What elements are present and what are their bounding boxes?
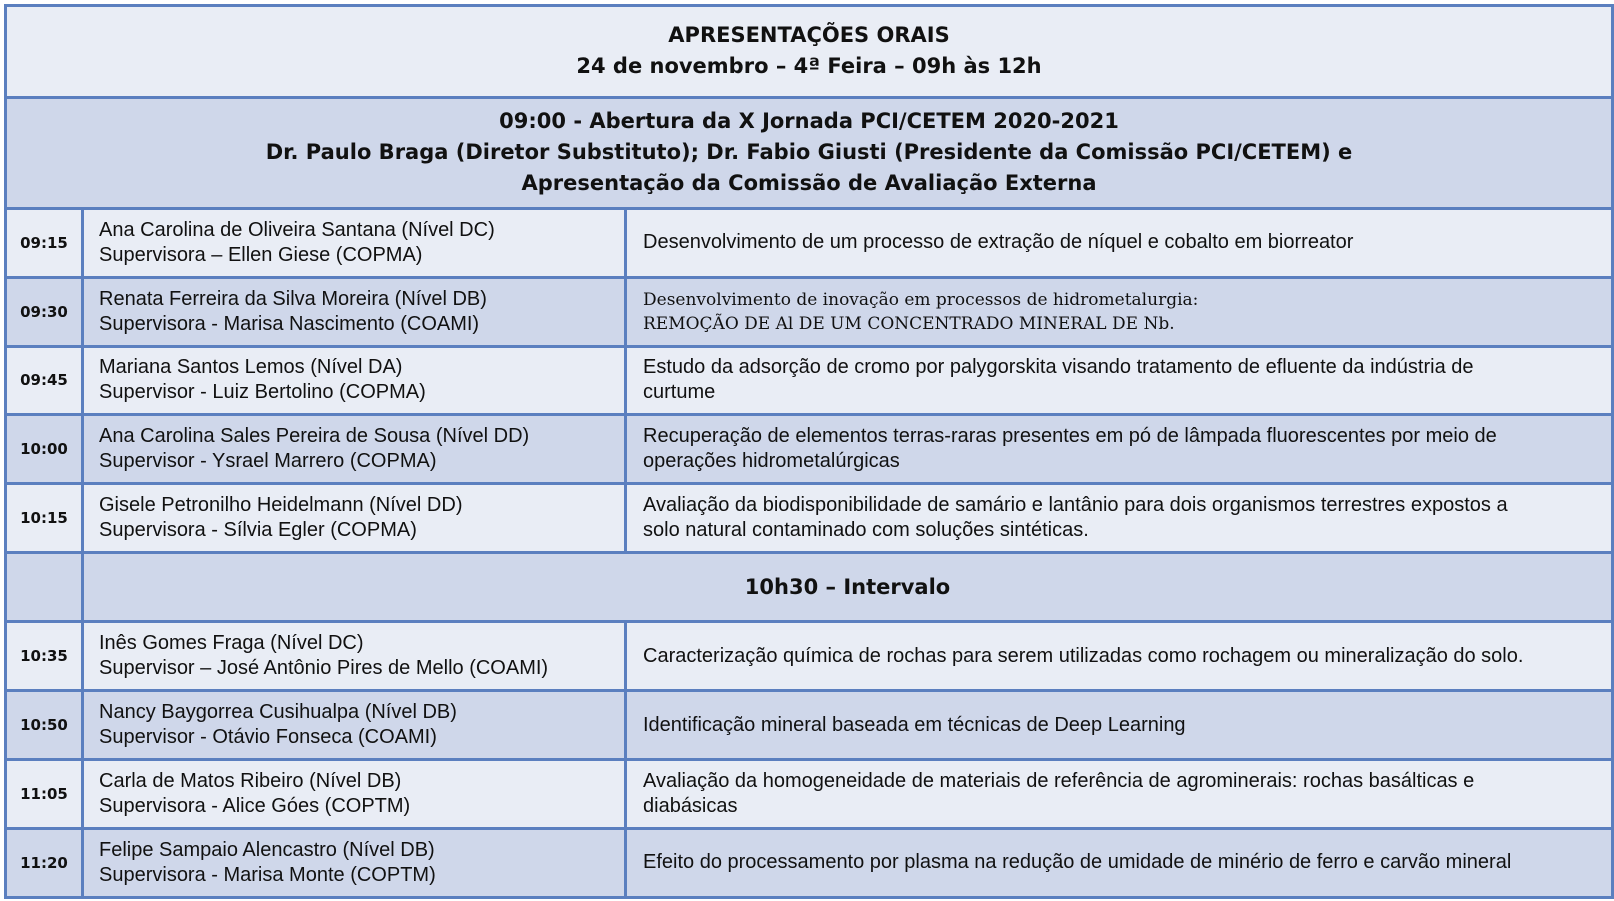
- opening-line-1: 09:00 - Abertura da X Jornada PCI/CETEM 2020-2021: [499, 109, 1119, 134]
- break-label: 10h30 – Intervalo: [83, 553, 1613, 622]
- supervisor-name: Supervisora – Ellen Giese (COPMA): [99, 243, 423, 266]
- title-cell: [626, 346, 1613, 415]
- presenter-cell: [83, 691, 626, 760]
- supervisor-name: Supervisor - Luiz Bertolino (COPMA): [99, 381, 426, 404]
- talk-title-line-1: Avaliação da homogeneidade de materiais de referência de agrominerais: rochas basálticas e: [643, 770, 1475, 792]
- time-cell: 09:45: [6, 346, 83, 415]
- table-row: [6, 622, 1613, 691]
- break-time-cell: [6, 553, 83, 622]
- supervisor-name: Supervisora - Marisa Monte (COPTM): [99, 863, 436, 886]
- title-cell: [626, 484, 1613, 553]
- presenter-cell: [83, 208, 626, 277]
- title-cell: [626, 415, 1613, 484]
- schedule-table: [4, 4, 1614, 899]
- presenter-name: Nancy Baygorrea Cusihualpa (Nível DB): [99, 701, 457, 724]
- talk-title-line-1: Recuperação de elementos terras-raras presentes em pó de lâmpada fluorescentes por meio de: [643, 425, 1497, 448]
- table-row: [6, 277, 1613, 346]
- table-row: [6, 484, 1613, 553]
- break-row: [6, 553, 1613, 622]
- supervisor-name: Supervisora - Alice Góes (COPTM): [99, 795, 411, 817]
- presenter-cell: [83, 277, 626, 346]
- talk-title-line-2: curtume: [643, 381, 716, 404]
- supervisor-name: Supervisora - Marisa Nascimento (COAMI): [99, 312, 480, 335]
- opening-row: [6, 97, 1613, 208]
- time-cell: 10:50: [6, 691, 83, 760]
- time-cell: 09:15: [6, 208, 83, 277]
- presenter-name: Inês Gomes Fraga (Nível DC): [99, 632, 364, 655]
- supervisor-name: Supervisora - Sílvia Egler (COPMA): [99, 519, 417, 542]
- header-row: [6, 6, 1613, 98]
- time-cell: 11:20: [6, 828, 83, 897]
- title-cell: [626, 208, 1613, 277]
- presenter-name: Carla de Matos Ribeiro (Nível DB): [99, 770, 402, 792]
- presenter-name: Gisele Petronilho Heidelmann (Nível DD): [99, 494, 463, 517]
- talk-title-line-1: Identificação mineral baseada em técnicas de Deep Learning: [643, 713, 1186, 736]
- time-cell: 10:00: [6, 415, 83, 484]
- table-row: [6, 208, 1613, 277]
- talk-title-line-2: solo natural contaminado com soluções sintéticas.: [643, 519, 1089, 542]
- title-cell: [626, 828, 1613, 897]
- talk-title-line-1: Estudo da adsorção de cromo por palygorskita visando tratamento de efluente da indústria de: [643, 356, 1474, 379]
- presenter-name: Felipe Sampaio Alencastro (Nível DB): [99, 838, 435, 861]
- schedule-title: APRESENTAÇÕES ORAIS: [668, 23, 950, 48]
- presenter-cell: [83, 415, 626, 484]
- supervisor-name: Supervisor - Ysrael Marrero (COPMA): [99, 450, 437, 473]
- time-cell: 10:15: [6, 484, 83, 553]
- talk-title-line-1: Avaliação da biodisponibilidade de samário e lantânio para dois organismos terrestres expostos a: [643, 494, 1508, 517]
- talk-title-line-2: operações hidrometalúrgicas: [643, 450, 900, 473]
- supervisor-name: Supervisor - Otávio Fonseca (COAMI): [99, 726, 437, 749]
- supervisor-name: Supervisor – José Antônio Pires de Mello (COAMI): [99, 657, 549, 680]
- table-row: [6, 760, 1613, 829]
- title-cell: [626, 691, 1613, 760]
- presenter-cell: [83, 346, 626, 415]
- title-cell: [626, 622, 1613, 691]
- presenter-cell: [83, 828, 626, 897]
- talk-title-line-1: Caracterização química de rochas para serem utilizadas como rochagem ou mineralização do solo.: [643, 644, 1524, 667]
- header-cell: [6, 6, 1613, 98]
- presenter-cell: [83, 484, 626, 553]
- talk-title-line-2: REMOÇÃO DE Al DE UM CONCENTRADO MINERAL DE Nb.: [643, 313, 1175, 334]
- talk-title-line-1: Desenvolvimento de um processo de extração de níquel e cobalto em biorreator: [643, 231, 1354, 254]
- time-cell: 09:30: [6, 277, 83, 346]
- schedule-subtitle: 24 de novembro – 4ª Feira – 09h às 12h: [576, 54, 1042, 79]
- talk-title-line-1: Efeito do processamento por plasma na redução de umidade de minério de ferro e carvão mineral: [643, 851, 1512, 874]
- title-cell: [626, 277, 1613, 346]
- title-cell: [626, 760, 1613, 829]
- opening-cell: [6, 97, 1613, 208]
- talk-title-line-1: Desenvolvimento de inovação em processos de hidrometalurgia:: [643, 289, 1199, 310]
- table-row: [6, 691, 1613, 760]
- presenter-cell: [83, 622, 626, 691]
- time-cell: 10:35: [6, 622, 83, 691]
- presenter-name: Renata Ferreira da Silva Moreira (Nível DB): [99, 287, 487, 310]
- talk-title-line-2: diabásicas: [643, 795, 738, 817]
- table-row: [6, 415, 1613, 484]
- opening-line-2: Dr. Paulo Braga (Diretor Substituto); Dr. Fabio Giusti (Presidente da Comissão PCI/CETEM) e: [265, 140, 1353, 165]
- time-cell: 11:05: [6, 760, 83, 829]
- table-row: [6, 828, 1613, 897]
- presenter-name: Mariana Santos Lemos (Nível DA): [99, 356, 403, 379]
- opening-line-3: Apresentação da Comissão de Avaliação Externa: [521, 171, 1097, 196]
- table-row: [6, 346, 1613, 415]
- presenter-name: Ana Carolina Sales Pereira de Sousa (Nível DD): [99, 425, 530, 448]
- presenter-cell: [83, 760, 626, 829]
- presenter-name: Ana Carolina de Oliveira Santana (Nível DC): [99, 218, 495, 241]
